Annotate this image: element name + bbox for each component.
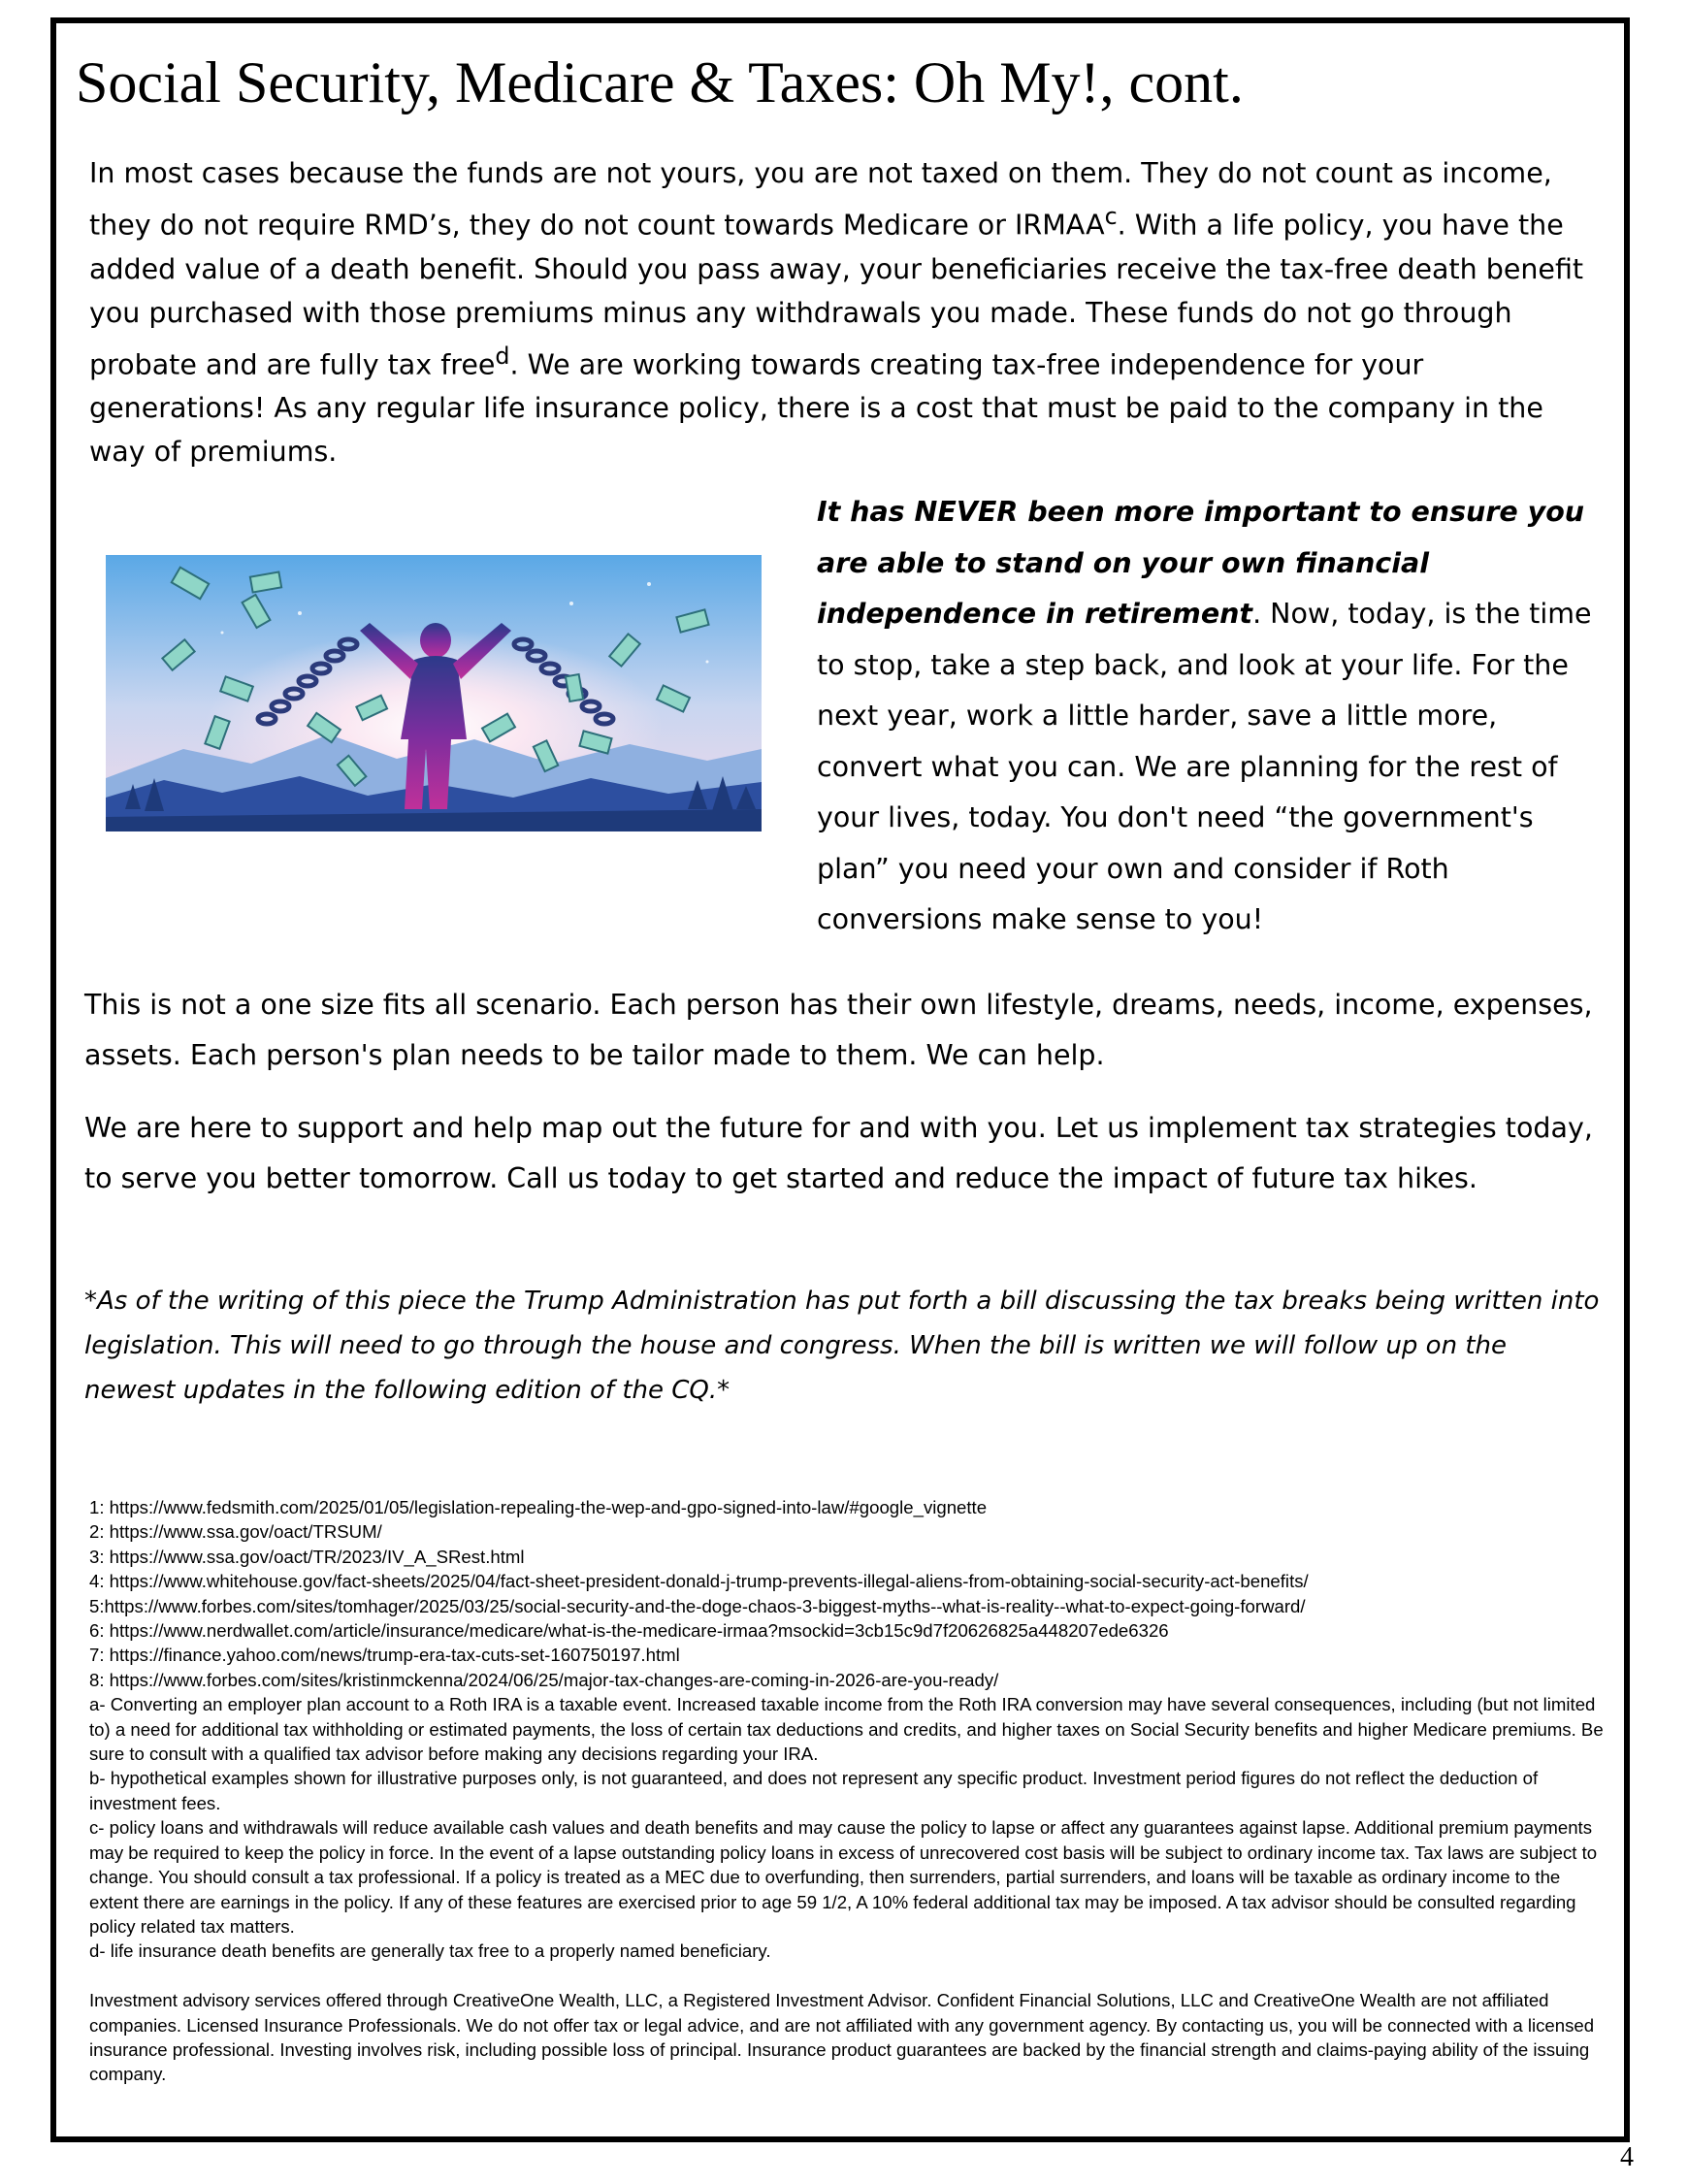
legislation-note: *As of the writing of this piece the Trump Administration has put forth a bill discussing the tax breaks being written into legislation. This will need to go through the house and congress. When the bill is written we will follow up on the newest updates in the following edition of the CQ.*: [84, 1287, 1600, 1405]
footnote-marker-c: c: [1104, 203, 1118, 230]
reference-link[interactable]: 7: https://finance.yahoo.com/news/trump-era-tax-cuts-set-160750197.html: [89, 1645, 680, 1666]
callout-paragraph: It has NEVER been more important to ensure you are able to stand on your own financial independence in retirement. Now, today, is the time to stop, take a step back, and look at your life. For the next year, work a little harder, save a little more, convert what you can. We are planning for the rest of your lives, today. You don't need “the government's plan” you need your own and consider if Roth conversions make sense to you!: [817, 496, 1592, 935]
support-paragraph: We are here to support and help map out the future for and with you. Let us implement tax strategies today, to serve you better tomorrow. Call us today to get started and reduce the impact of future tax hikes.: [84, 1112, 1593, 1194]
reference-link[interactable]: 8: https://www.forbes.com/sites/kristinmckenna/2024/06/25/major-tax-changes-are-coming-in-2026-are-you-ready/: [89, 1669, 999, 1690]
footnote-marker-d: d: [495, 342, 510, 370]
footnote-c: c- policy loans and withdrawals will reduce available cash values and death benefits and may cause the policy to lapse or affect any guarantees against lapse. Additional premium payments may be required to keep the policy in force. In the event of a lapse outstanding policy loans in excess of unrecovered cost basis will be subject to ordinary income tax. Tax laws are subject to change. You should consult a tax professional. If a policy is treated as a MEC due to overfunding, then surrenders, partial surrenders, and loans will be taxable as ordinary income to the extent there are earnings in the policy. If any of these features are exercised prior to age 59 1/2, A 10% federal additional tax may be imposed. A tax advisor should be consulted regarding policy related tax matters.: [89, 1817, 1598, 1937]
reference-link[interactable]: 4: https://www.whitehouse.gov/fact-sheets/2025/04/fact-sheet-president-donald-j-trump-prevents-illegal-aliens-from-obtaining-social-security-act-benefits/: [89, 1571, 1309, 1592]
reference-link[interactable]: 1: https://www.fedsmith.com/2025/01/05/legislation-repealing-the-wep-and-gpo-signed-into-law/#google_vignette: [89, 1497, 988, 1517]
intro-paragraph: In most cases because the funds are not yours, you are not taxed on them. They do not count as income, they do not require RMD’s, they do not count towards Medicare or IRMAA$^c$. With a life policy, you have the added value of a death benefit. Should you pass away, your beneficiaries receive the tax-free death benefit you purchased with those premiums minus any withdrawals you made. These funds do not go through probate and are fully tax free$^d$. We are working towards creating tax-free independence for your generations! As any regular life insurance policy, there is a cost that must be paid to the company in the way of premiums.: [89, 157, 1584, 468]
page-number: 4: [1620, 2142, 1634, 2172]
reference-link[interactable]: 5:https://www.forbes.com/sites/tomhager/2025/03/25/social-security-and-the-doge-chaos-3-biggest-myths--what-is-reality--what-to-expect-going-forward/: [89, 1595, 1306, 1616]
page-title: Social Security, Medicare & Taxes: Oh My!, cont.: [76, 50, 1244, 114]
references-section: [89, 1495, 1612, 2087]
financial-freedom-illustration: [106, 555, 762, 831]
footnote-d: d- life insurance death benefits are generally tax free to a properly named beneficiary.: [89, 1940, 771, 1962]
disclosure-text: Investment advisory services offered through CreativeOne Wealth, LLC, a Registered Investment Advisor. Confident Financial Solutions, LLC and CreativeOne Wealth are not affiliated companies. Licensed Insurance Professionals. We do not offer tax or legal advice, and are not affiliated with any government agency. By contacting us, you will be connected with a licensed insurance professional. Investing involves risk, including possible loss of principal. Insurance product guarantees are backed by the financial strength and claims-paying ability of the issuing company.: [89, 1990, 1595, 2085]
footnote-a: a- Converting an employer plan account to a Roth IRA is a taxable event. Increased taxable income from the Roth IRA conversion may have several consequences, including (but not limited to) a need for additional tax withholding or estimated payments, the loss of certain tax deductions and credits, and higher taxes on Social Security benefits and higher Medicare premiums. Be sure to consult with a qualified tax advisor before making any decisions regarding your IRA.: [89, 1694, 1604, 1765]
callout-emphasis: It has NEVER been more important to ensure you are able to stand on your own financial independence in retirement: [817, 496, 1585, 630]
reference-link[interactable]: 2: https://www.ssa.gov/oact/TRSUM/: [89, 1521, 382, 1543]
reference-link[interactable]: 3: https://www.ssa.gov/oact/TR/2023/IV_A_SRest.html: [89, 1546, 525, 1567]
reference-link[interactable]: 6: https://www.nerdwallet.com/article/insurance/medicare/what-is-the-medicare-irmaa?msockid=3cb15c9d7f20626825a448207ede6326: [89, 1620, 1169, 1642]
spacer: [89, 1964, 1612, 1988]
tailored-plan-paragraph: This is not a one size fits all scenario. Each person has their own lifestyle, dreams, needs, income, expenses, assets. Each person's plan needs to be tailor made to them. We can help.: [84, 989, 1593, 1071]
footnote-b: b- hypothetical examples shown for illustrative purposes only, is not guaranteed, and does not represent any specific product. Investment period figures do not reflect the deduction of investment fees.: [89, 1768, 1539, 1813]
